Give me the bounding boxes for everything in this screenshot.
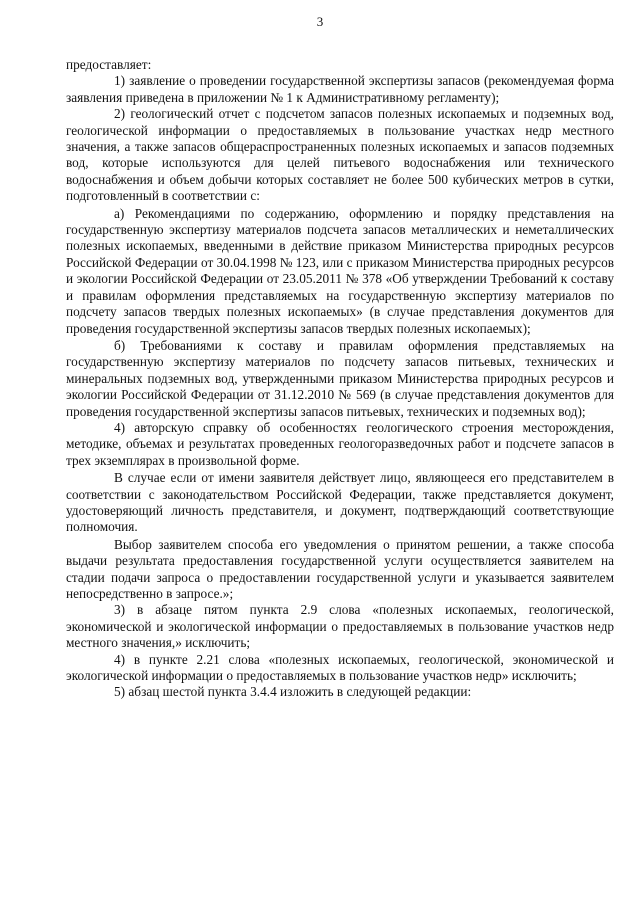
paragraph-item-b: б) Требованиями к составу и правилам оформления представляемых на государственную экспертизу материалов по подсчету запасов питьевых, технических и минеральных подземных вод, утвержденными приказом Министерства природных ресурсов и экологии Российской Федерации от 31.12.2010 № 569 (в случае представления документов для проведения государственной экспертизы запасов питьевых, технических и подземных вод); [66, 337, 614, 419]
body-text [66, 57, 614, 701]
page-number: 3 [316, 14, 324, 29]
paragraph-amendment-4: 4) в пункте 2.21 слова «полезных ископаемых, геологической, экономической и экологической информации о предоставляемых в пользование участков недр» исключить; [66, 651, 614, 684]
paragraph-representative: В случае если от имени заявителя действует лицо, являющееся его представителем в соответствии с законодательством Российской Федерации, также представляется документ, удостоверяющий личность представителя, и документ, подтверждающий соответствующие полномочия. [66, 470, 614, 535]
paragraph-notification-choice: Выбор заявителем способа его уведомления о принятом решении, а также способа выдачи результата предоставления государственной услуги осуществляется заявителем на стадии подачи запроса о предоставлении государственной услуги и указывается заявителем непосредственно в запросе.»; [66, 536, 614, 601]
paragraph-item-4: 4) авторскую справку об особенностях геологического строения месторождения, методике, объемах и результатах проведенных геологоразведочных работ и подсчете запасов в трех экземплярах в произвольной форме. [66, 419, 614, 468]
paragraph-amendment-5: 5) абзац шестой пункта 3.4.4 изложить в следующей редакции: [114, 684, 472, 700]
paragraph-item-2: 2) геологический отчет с подсчетом запасов полезных ископаемых и подземных вод, геологической информации о предоставляемых в пользование участках недр местного значения, а также запасов общераспространенных полезных ископаемых и запасов подземных вод, которые используются для целей питьевого водоснабжения или технического водоснабжения и объем добычи которых составляет не более 500 кубических метров в сутки, подготовленный в соответствии с: [66, 106, 614, 204]
paragraph-intro: предоставляет: [66, 57, 152, 72]
paragraph-amendment-3: 3) в абзаце пятом пункта 2.9 слова «полезных ископаемых, геологической, экономической и экологической информации о предоставляемых в пользование участков недр местного значения,» исключить; [66, 602, 614, 651]
paragraph-item-1: 1) заявление о проведении государственной экспертизы запасов (рекомендуемая форма заявления приведена в приложении № 1 к Административному регламенту); [66, 73, 614, 105]
paragraph-item-a: а) Рекомендациями по содержанию, оформлению и порядку представления на государственную экспертизу материалов подсчета запасов металлических и неметаллических полезных ископаемых, введенными в действие приказом Министерства природных ресурсов Российской Федерации от 30.04.1998 № 123, или с приказом Министерства природных ресурсов и экологии Российской Федерации от 23.05.2011 № 378 «Об утверждении Требований к составу и правилам оформления представляемых на государственную экспертизу материалов по подсчету запасов твердых полезных ископаемых» (в случае представления документов для проведения государственной экспертизы запасов твердых полезных ископаемых); [66, 205, 614, 336]
